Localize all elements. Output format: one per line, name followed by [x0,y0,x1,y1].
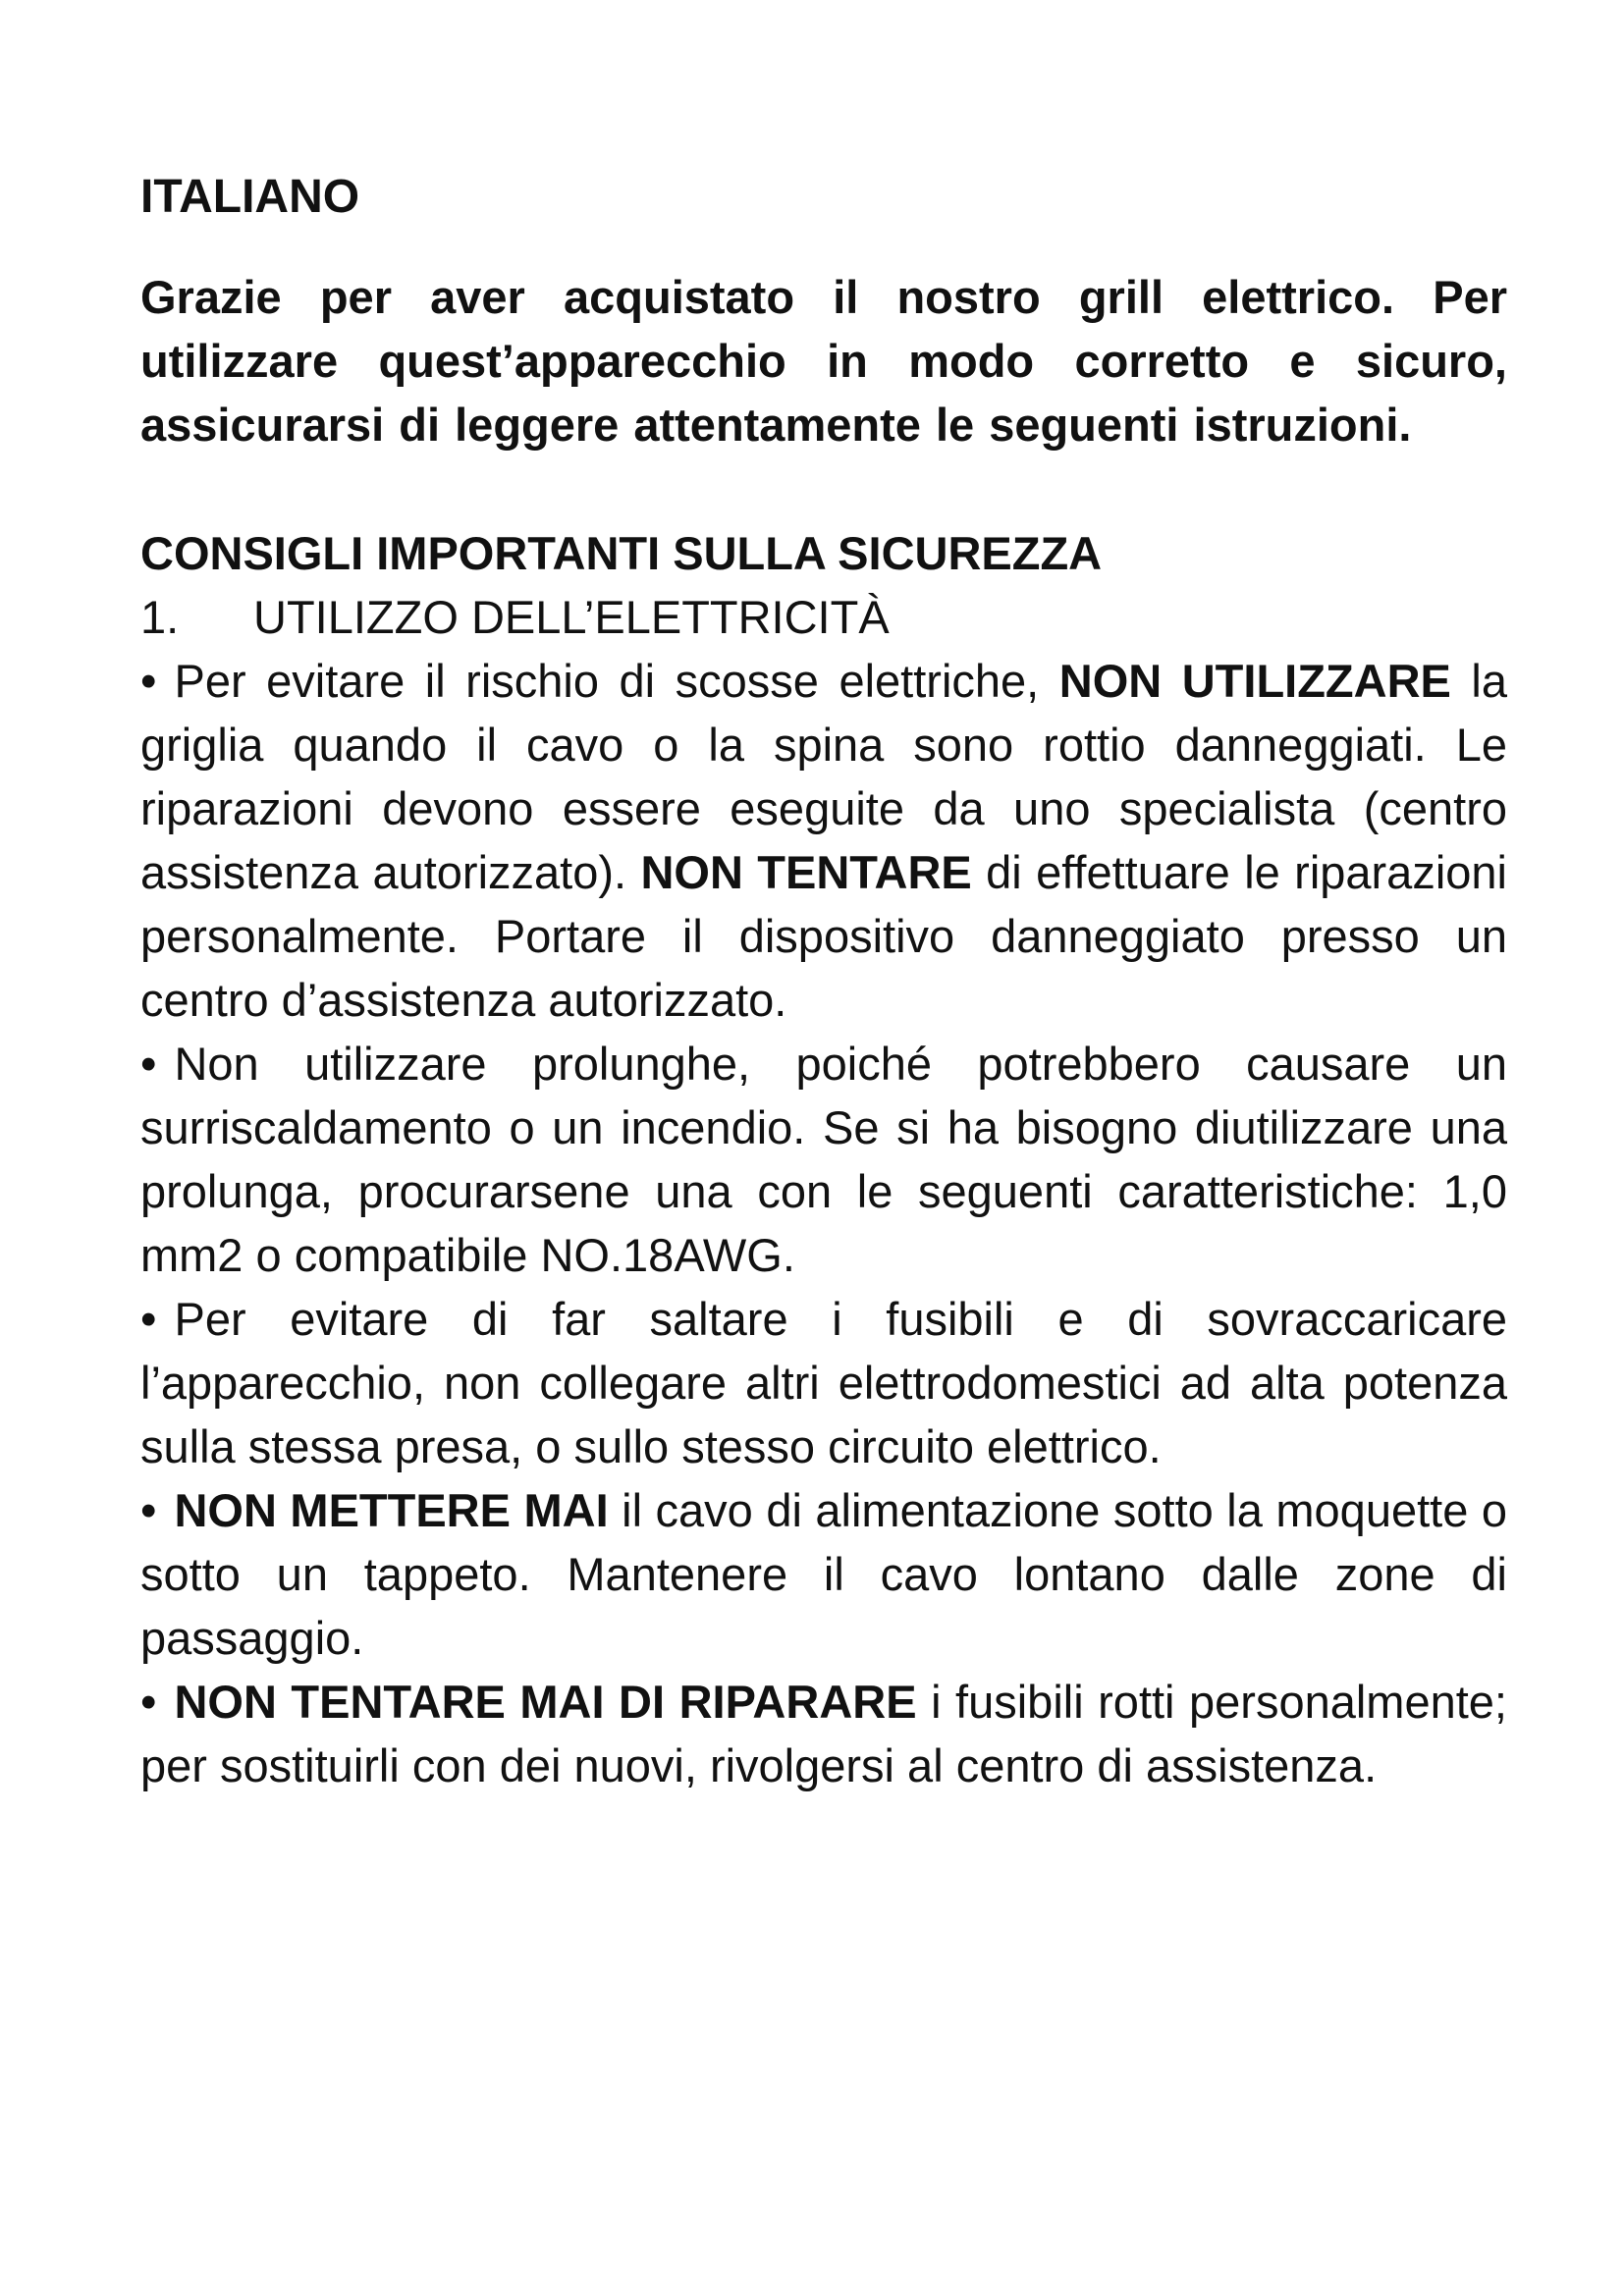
bullet-dot: • [140,1676,157,1728]
bullet-text: di effettuare le riparazioni personalmente. Portare il dispositivo danneggiato presso un centro d’assistenza autorizzato. [140,846,1507,1026]
bullet-emphasis: NON UTILIZZARE [1058,655,1451,707]
bullet-text: Per evitare di far saltare i fusibili e di sovraccaricare l’apparecchio, non collegare altri elettrodomestici ad alta potenza sulla stessa presa, o sullo stesso circuito elettrico. [140,1293,1507,1472]
bullet-dot: • [140,1038,157,1090]
bullet-item [140,1670,1507,1797]
bullet-list [140,649,1507,1797]
bullet-text: la griglia quando il cavo o la spina sono rottio danneggiati. Le riparazioni devono essere eseguite da uno specialista (centro assistenza autorizzato). [140,655,1507,898]
bullet-emphasis: NON TENTARE MAI DI RIPARARE [174,1676,917,1728]
bullet-dot: • [140,1293,157,1345]
bullet-item [140,649,1507,1032]
bullet-text: Per evitare il rischio di scosse elettriche, [174,655,1059,707]
bullet-item [140,1478,1507,1670]
bullet-dot: • [140,655,157,707]
subsection-title: UTILIZZO DELL’ELETTRICITÀ [253,591,890,643]
bullet-item [140,1287,1507,1478]
language-heading: ITALIANO [140,171,360,223]
bullet-emphasis: NON TENTARE [640,846,972,898]
bullet-item [140,1032,1507,1287]
subsection-heading [140,585,1507,649]
bullet-emphasis: NON METTERE MAI [174,1484,609,1536]
intro-paragraph: Grazie per aver acquistato il nostro grill elettrico. Per utilizzare quest’apparecchio in modo corretto e sicuro, assicurarsi di leggere attentamente le seguenti istruzioni. [140,271,1507,451]
document-page [140,165,1507,1797]
bullet-text: Non utilizzare prolunghe, poiché potrebbero causare un surriscaldamento o un incendio. Se si ha bisogno diutilizzare una prolunga, procurarsene una con le seguenti caratteristiche: 1,0 mm2 o compatibile NO.18AWG. [140,1038,1507,1281]
bullet-dot: • [140,1484,157,1536]
safety-heading: CONSIGLI IMPORTANTI SULLA SICUREZZA [140,527,1103,579]
subsection-number: 1. [140,591,180,643]
bullet-text: i fusibili rotti personalmente; per sostituirli con dei nuovi, rivolgersi al centro di assistenza. [140,1676,1507,1791]
bullet-text: il cavo di alimentazione sotto la moquette o sotto un tappeto. Mantenere il cavo lontano dalle zone di passaggio. [140,1484,1507,1664]
